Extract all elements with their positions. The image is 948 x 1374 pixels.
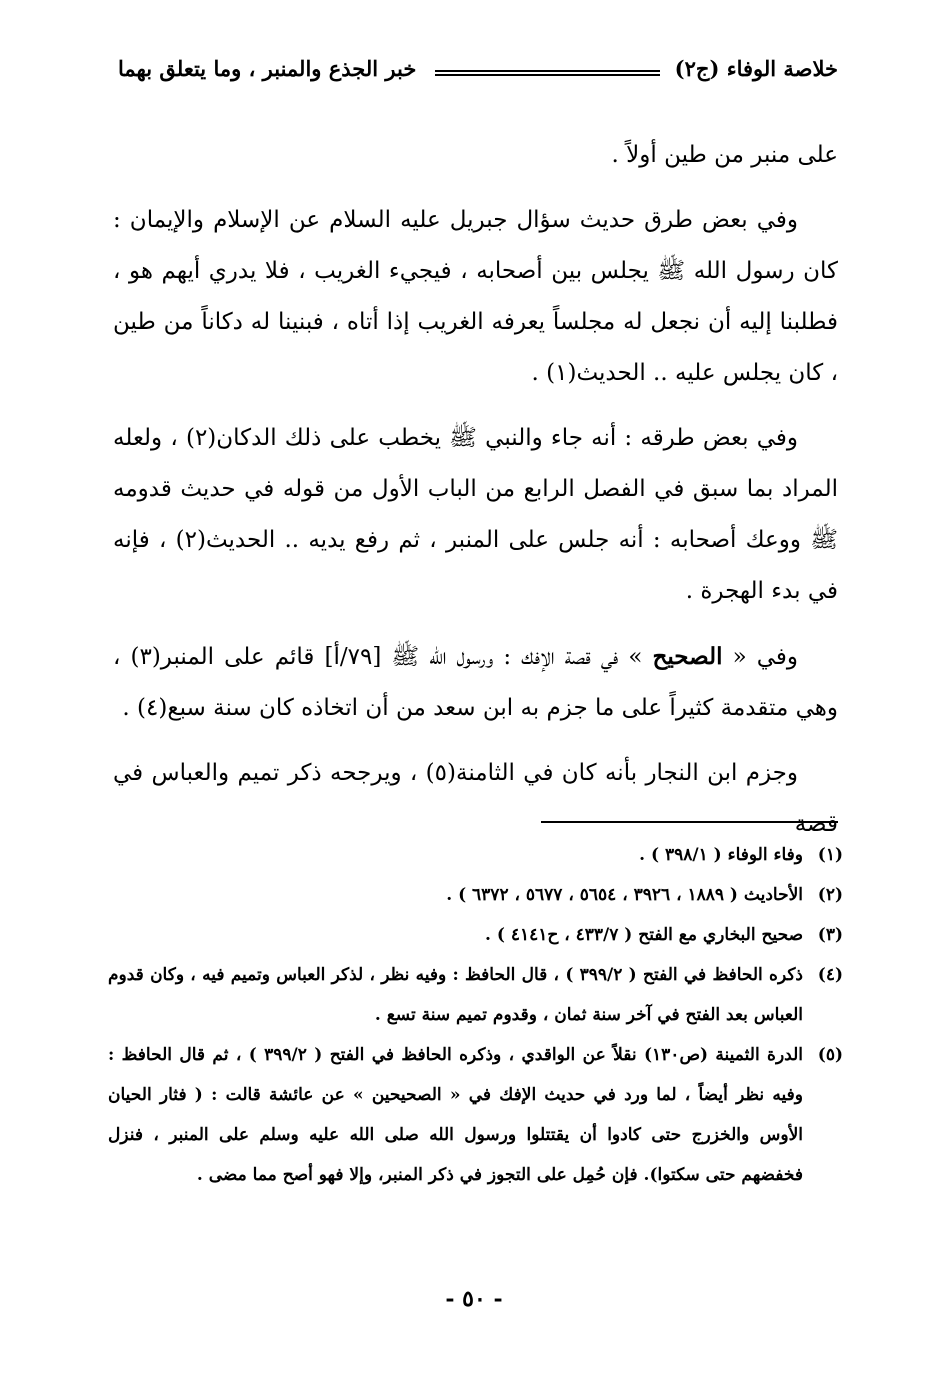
paragraph-1: على منبر من طين أولاً .	[611, 142, 838, 168]
book-title: خلاصة الوفاء (ج٢)	[674, 56, 838, 81]
footnote-4	[108, 955, 843, 1035]
footnote-3	[108, 915, 843, 955]
footnote-number: (٢)	[817, 885, 843, 905]
running-header	[118, 56, 838, 92]
p4-rest: » في قصة الإفك : ورسول الله ﷺ [٧٩/أ] قائم على المنبر(٣) ، وهي متقدمة كثيراً على ما جزم به ابن سعد من أن اتخاذه كان سنة سبع(٤) .	[113, 644, 838, 721]
footnote-number: (٥)	[817, 1045, 843, 1065]
chapter-title: خبر الجذع والمنبر ، وما يتعلق بهما	[118, 56, 417, 81]
paragraph-3: وفي بعض طرقه : أنه جاء والنبي ﷺ يخطب على ذلك الدكان(٢) ، ولعله المراد بما سبق في الفصل الرابع من الباب الأول من قوله في حديث قدومه ﷺ ووعك أصحابه : أنه جلس على المنبر ، ثم رفع يديه .. الحديث(٢) ، فإنه في بدء الهجرة .	[113, 425, 838, 604]
footnote-number: (٤)	[817, 965, 843, 985]
footnote-text: وفاء الوفاء ( ٣٩٨/١ ) .	[639, 845, 803, 865]
footnote-text: صحيح البخاري مع الفتح ( ٤٣٣/٧ ، ح٤١٤١ ) .	[485, 925, 803, 945]
footnote-text: الدرة الثمينة (ص١٣٠) نقلاً عن الواقدي ، وذكره الحافظ في الفتح ( ٣٩٩/٢ ) ، ثم قال الحافظ : وفيه نظر أيضاً ، لما ورد في حديث الإفك في « الصحيحين » عن عائشة قالت : ( فثار الحيان الأوس والخزرج حتى كادوا أن يقتتلوا ورسول الله صلى الله عليه وسلم على المنبر ، فنزل فخفضهم حتى سكتوا). فإن حُمِل على التجوز في ذكر المنبر، وإلا فهو أصح مما مضى .	[108, 1045, 803, 1185]
footnote-number: (٣)	[817, 925, 843, 945]
header-rule	[435, 70, 660, 76]
paragraph-2: وفي بعض طرق حديث سؤال جبريل عليه السلام عن الإسلام والإيمان : كان رسول الله ﷺ يجلس بين أصحابه ، فيجيء الغريب ، فلا يدري أيهم هو ، فطلبنا إليه أن نجعل له مجلساً يعرفه الغريب إذا أتاه ، فبنينا له دكاناً من طين ، كان يجلس عليه .. الحديث(١) .	[113, 207, 838, 386]
footnote-text: الأحاديث ( ١٨٨٩ ، ٣٩٢٦ ، ٥٦٥٤ ، ٥٦٧٧ ، ٦٣٧٢ ) .	[446, 885, 803, 905]
paragraph-4	[113, 631, 838, 734]
footnote-separator	[541, 821, 838, 823]
footnotes	[108, 835, 843, 1195]
main-text	[113, 130, 838, 864]
footnote-2	[108, 875, 843, 915]
p4-start: وفي «	[722, 644, 798, 670]
footnote-5	[108, 1035, 843, 1195]
footnote-1	[108, 835, 843, 875]
page-number: - ٥٠ -	[445, 1286, 503, 1312]
paragraph-5: وجزم ابن النجار بأنه كان في الثامنة(٥) ، ويرجحه ذكر تميم والعباس في قصة	[113, 760, 838, 837]
footnote-text: ذكره الحافظ في الفتح ( ٣٩٩/٢ ) ، قال الحافظ : وفيه نظر ، لذكر العباس وتميم فيه ، وكان قدوم العباس بعد الفتح في آخر سنة ثمان ، وقدوم تميم سنة تسع .	[108, 965, 803, 1025]
sahih-title: الصحيح	[652, 643, 723, 670]
footnote-number: (١)	[817, 845, 843, 865]
